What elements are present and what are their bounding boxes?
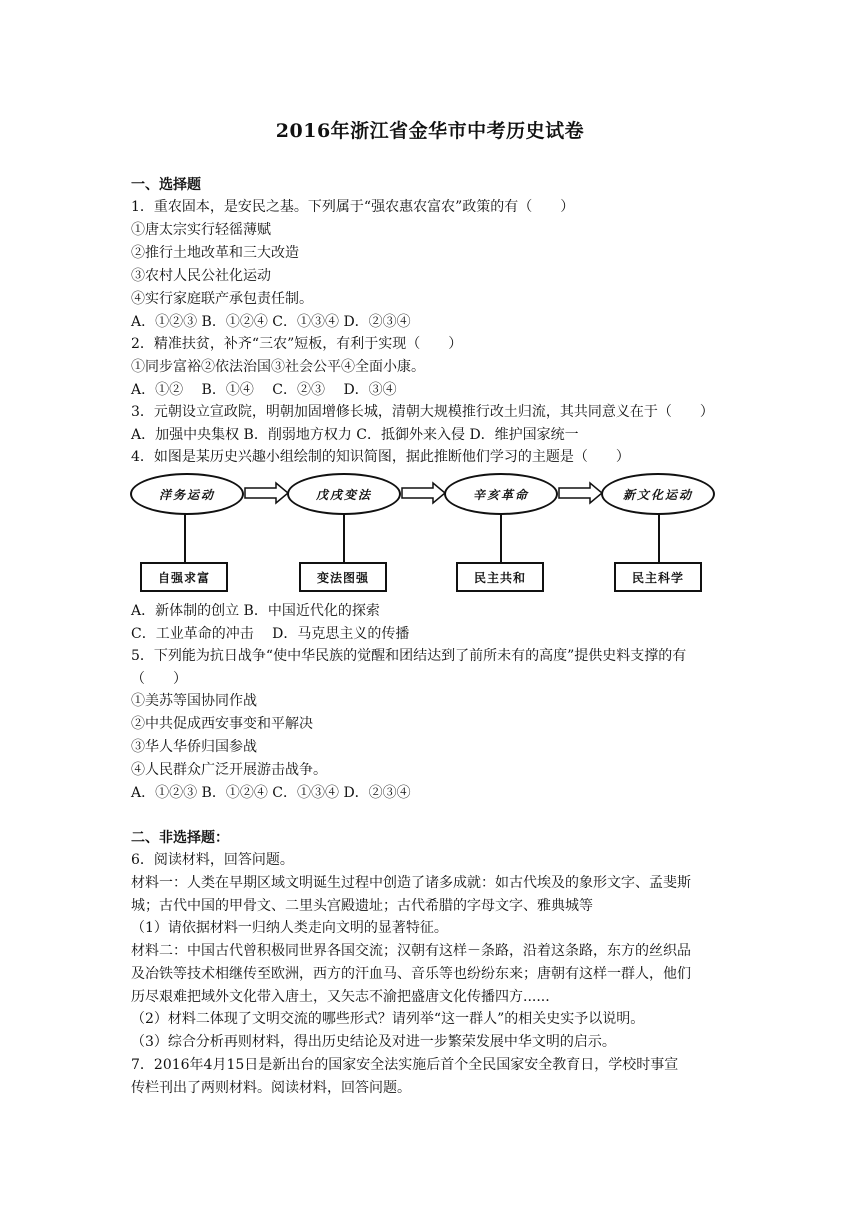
q6-stem: 6．阅读材料，回答问题。 [131, 852, 294, 868]
box-democracy-science: 民主科学 [614, 562, 702, 592]
q1-option-3: ③农村人民公社化运动 [131, 268, 271, 284]
q5-stem: 5．下列能为抗日战争“使中华民族的觉醒和团结达到了前所未有的高度”提供史料支撑的有 [131, 648, 687, 664]
q5-stem-paren: （ ） [131, 671, 187, 687]
node-yangwu-movement: 洋务运动 [130, 473, 244, 515]
q6-material2-line3: 历尽艰难把域外文化带入唐土，又矢志不渝把盛唐文化传播四方...... [131, 989, 550, 1005]
q1-option-2: ②推行土地改革和三大改造 [131, 245, 299, 261]
q6-sub2: （2）材料二体现了文明交流的哪些形式？请列举“这一群人”的相关史实予以说明。 [131, 1011, 645, 1027]
q6-sub3: （3）综合分析再则材料，得出历史结论及对进一步繁荣发展中华文明的启示。 [131, 1034, 616, 1050]
q5-option-3: ③华人华侨归国参战 [131, 739, 257, 755]
q6-material1-line2: 城；古代中国的甲骨文、二里头宫殿遗址；古代希腊的字母文字、雅典城等 [131, 898, 593, 914]
q6-sub1: （1）请依据材料一归纳人类走向文明的显著特征。 [131, 920, 448, 936]
q5-option-2: ②中共促成西安事变和平解决 [131, 716, 313, 732]
q3-stem: 3．元朝设立宣政院，明朝加固增修长城，清朝大规模推行改土归流，其共同意义在于（ ） [131, 404, 714, 420]
q4-answers-cd: C．工业革命的冲击 D．马克思主义的传播 [131, 626, 410, 642]
q1-answers: A．①②③ B．①②④ C．①③④ D．②③④ [131, 314, 411, 330]
q5-answers: A．①②③ B．①②④ C．①③④ D．②③④ [131, 785, 411, 801]
q2-stem: 2．精准扶贫，补齐“三农”短板，有利于实现（ ） [131, 336, 463, 352]
arrow-right-icon [401, 481, 447, 505]
q7-stem-line2: 传栏刊出了两则材料。阅读材料，回答问题。 [131, 1080, 411, 1096]
arrow-right-icon [244, 481, 290, 505]
q1-option-4: ④实行家庭联产承包责任制。 [131, 291, 313, 307]
node-new-culture-movement: 新文化运动 [601, 473, 715, 515]
box-reform: 变法图强 [299, 562, 387, 592]
q1-stem: 1．重农固本，是安民之基。下列属于“强农惠农富农”政策的有（ ） [131, 199, 575, 215]
q5-option-4: ④人民群众广泛开展游击战争。 [131, 762, 327, 778]
connector-line [343, 514, 345, 564]
knowledge-diagram [130, 470, 730, 600]
q1-option-1: ①唐太宗实行轻徭薄赋 [131, 222, 271, 238]
q3-answers: A．加强中央集权 B．削弱地方权力 C．抵御外来入侵 D．维护国家统一 [131, 427, 579, 443]
connector-line [184, 514, 186, 564]
q4-stem: 4．如图是某历史兴趣小组绘制的知识简图，据此推断他们学习的主题是（ ） [131, 449, 630, 465]
q2-options: ①同步富裕②依法治国③社会公平④全面小康。 [131, 359, 425, 375]
q4-answers-ab: A．新体制的创立 B．中国近代化的探索 [131, 603, 380, 619]
q2-answers: A．①② B．①④ C．②③ D．③④ [131, 382, 397, 398]
box-republic: 民主共和 [456, 562, 544, 592]
box-self-strengthening: 自强求富 [140, 562, 228, 592]
section-heading-choice: 一、选择题 [131, 177, 201, 193]
q6-material2-line1: 材料二：中国古代曾积极同世界各国交流；汉朝有这样－条路，沿着这条路，东方的丝织品 [131, 943, 691, 959]
q6-material1-line1: 材料一：人类在早期区域文明诞生过程中创造了诸多成就：如古代埃及的象形文字、孟斐斯 [131, 875, 691, 891]
q5-option-1: ①美苏等国协同作战 [131, 693, 257, 709]
q6-material2-line2: 及冶铁等技术相继传至欧洲，西方的汗血马、音乐等也纷纷东来；唐朝有这样一群人，他们 [131, 966, 691, 982]
q7-stem-line1: 7．2016年4月15日是新出台的国家安全法实施后首个全民国家安全教育日，学校时事宣 [131, 1057, 679, 1073]
connector-line [500, 514, 502, 564]
page-title: 2016年浙江省金华市中考历史试卷 [275, 120, 585, 142]
node-xinhai-revolution: 辛亥革命 [444, 473, 558, 515]
connector-line [658, 514, 660, 564]
node-wuxu-reform: 戊戌变法 [287, 473, 401, 515]
section-heading-nonchoice: 二、非选择题： [131, 830, 229, 846]
arrow-right-icon [558, 481, 604, 505]
